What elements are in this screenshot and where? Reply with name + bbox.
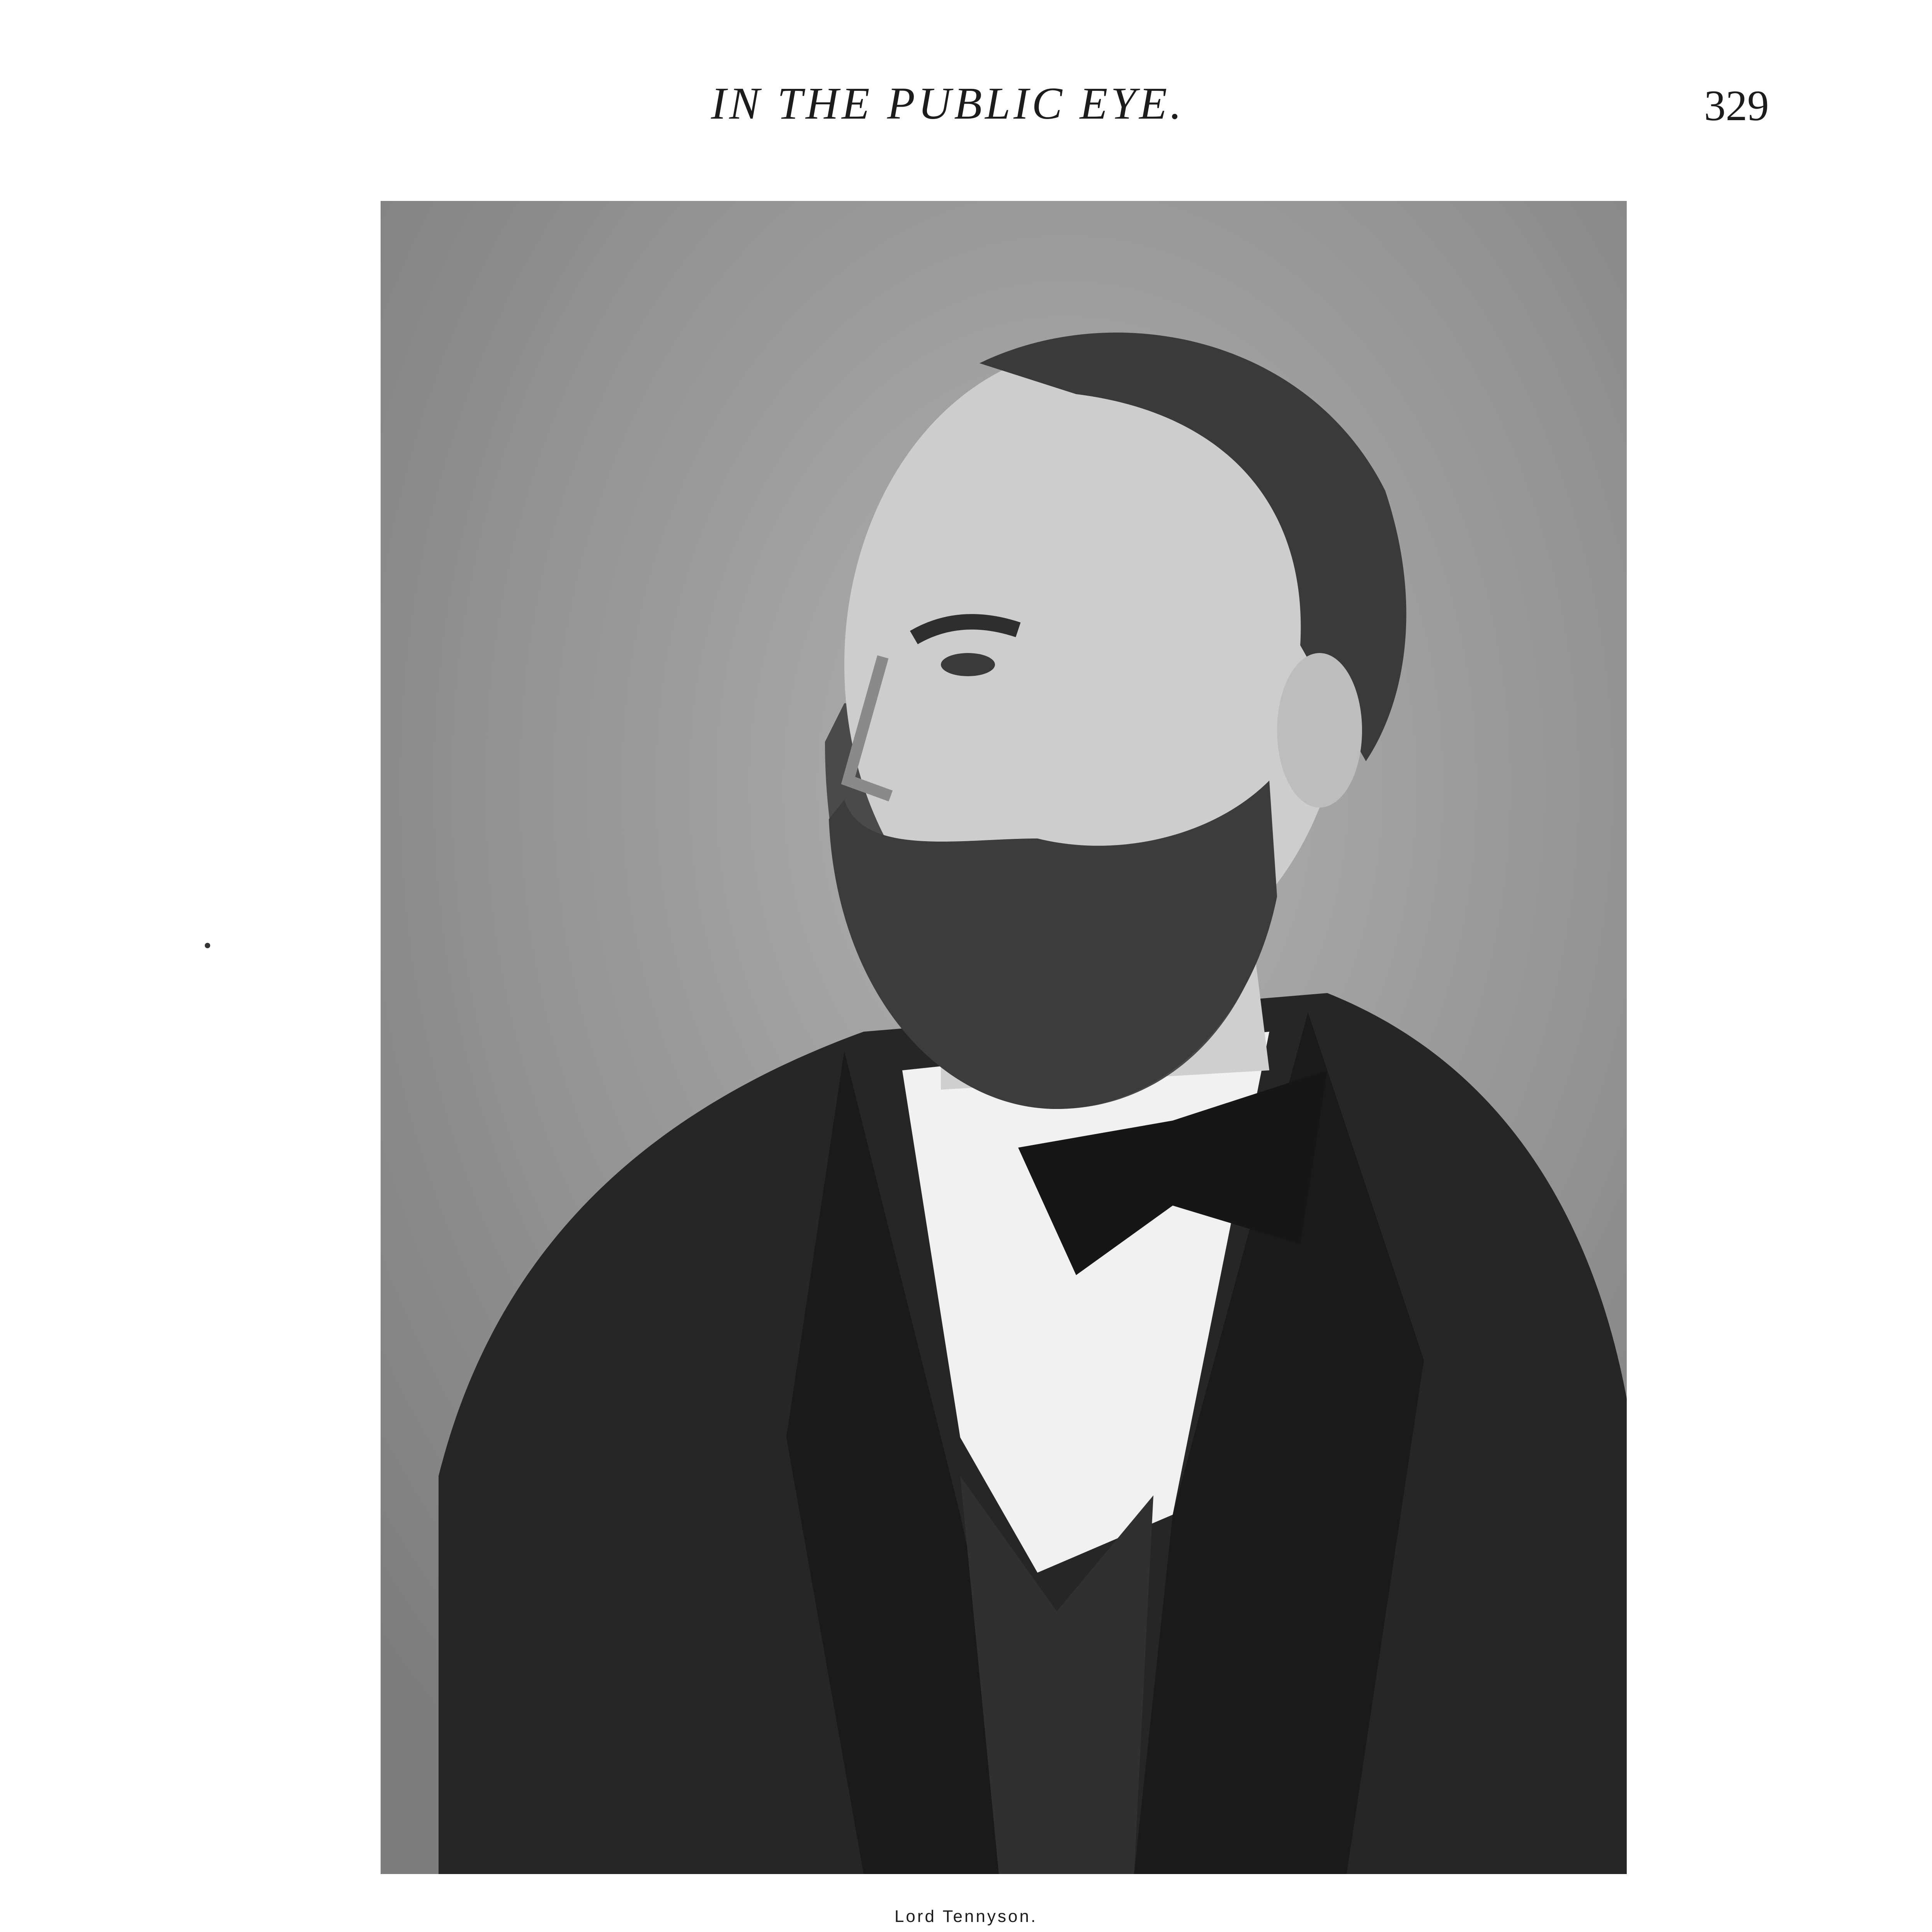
portrait-photograph [381,201,1627,1874]
portrait-icon [381,201,1627,1874]
running-head: IN THE PUBLIC EYE. [711,78,1185,129]
photo-caption: Lord Tennyson. [894,1907,1038,1926]
print-speck [205,943,210,948]
page-header [0,77,1932,147]
page-number: 329 [1704,82,1769,130]
